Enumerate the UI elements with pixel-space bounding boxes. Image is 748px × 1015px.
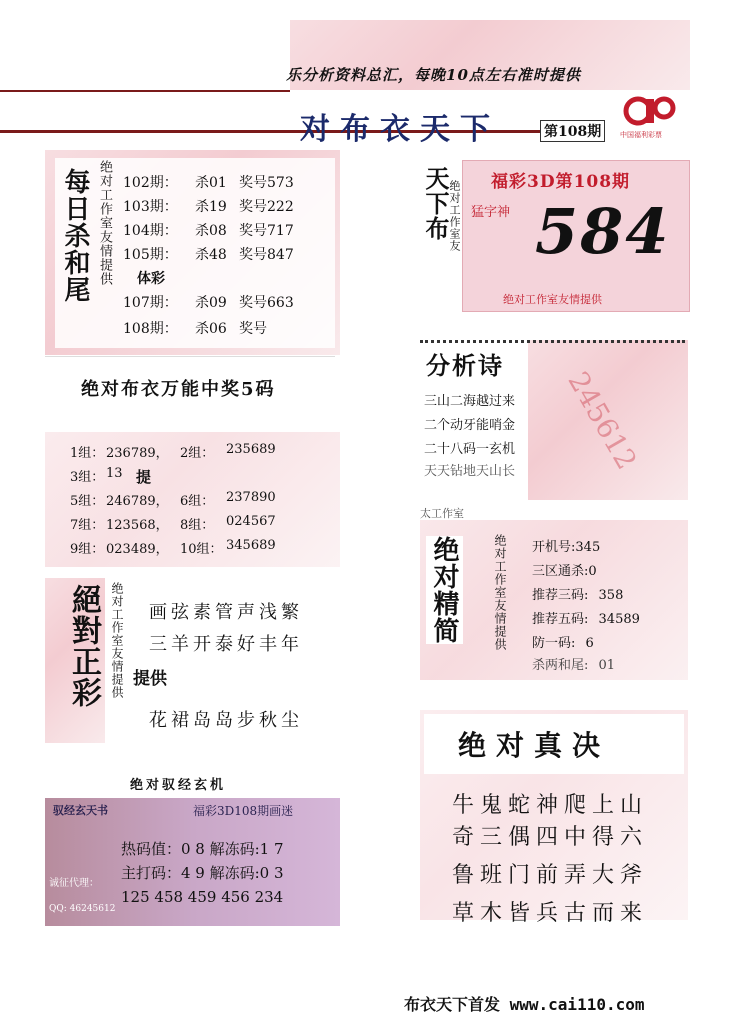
color-side-note: 绝对工作室友情提供 (110, 582, 124, 699)
formula-line: 草木皆兵古而来 (452, 901, 649, 926)
pick-panel (420, 520, 688, 680)
poem-line: 三山二海越过来 (424, 394, 516, 409)
header-tagline: 乐分析资料总汇，每晚10点左右准时提供 (286, 66, 581, 84)
lottery-card-footer: 绝对工作室友情提供 (503, 293, 602, 306)
lottery-card-number: 584 (535, 195, 671, 268)
pick-item: 杀两和尾: 01 (532, 658, 616, 673)
lottery-card-stamp: 猛字神 (471, 205, 511, 220)
pick-side-note: 绝对工作室友情提供 (493, 534, 507, 651)
formula-heading: 绝对真决 (458, 729, 611, 762)
pick-top-strip: 太工作室 (420, 507, 464, 520)
pick-item: 推荐三码: 358 (532, 588, 624, 603)
secret-combos: 125 458 459 456 234 (121, 888, 284, 906)
issue-badge: 第108期 (540, 120, 605, 142)
header-underline (0, 90, 290, 92)
logo-caption: 中国福利彩票 (620, 131, 662, 139)
formula-line: 奇三偶四中得六 (452, 825, 649, 850)
poem-divider (420, 340, 685, 343)
pick-heading: 绝对精简 (426, 536, 463, 644)
lottery-card-side (418, 160, 462, 310)
footer-link[interactable]: 布衣天下首发 www.cai110.com (404, 995, 645, 1014)
page-title: 对布衣天下 (300, 112, 500, 147)
cwl-logo (620, 96, 680, 139)
secret-main: 主打码：4 9 解冻码:0 3 (121, 864, 284, 882)
poem-line: 天天钻地天山长 (424, 464, 516, 479)
secret-banner-left: 驭经玄天书 (53, 804, 108, 817)
secret-hot: 热码值：0 8 解冻码:1 7 (121, 840, 284, 858)
groups-heading-box (45, 356, 335, 433)
pick-item: 防一码: 6 (532, 636, 594, 651)
lottery-card-side-note: 绝对工作室友 (448, 180, 461, 252)
kill-tail-side-note: 绝对工作室友情提供 (97, 160, 112, 286)
kill-tail-panel (55, 158, 335, 348)
secret-heading: 绝对驭经玄机 (130, 778, 227, 793)
kill-tail-heading: 每日杀和尾 (60, 168, 90, 303)
formula-panel (420, 710, 688, 926)
lottery-card-side-label: 天下布 (421, 166, 450, 241)
secret-qq: QQ: 46245612 (49, 904, 116, 914)
groups-table: 1组： 236789， 2组： 235689 3组： 13 提 5组： 246789， 6组： 237890 7组： 123568， 8组： 024567 9组： 023489， 10组： 345689 (70, 442, 276, 557)
secret-banner-right: 福彩3D108期画迷 (193, 804, 294, 818)
secret-agent-label: 诚征代理： (49, 878, 99, 889)
formula-line: 鲁班门前弄大斧 (452, 863, 649, 888)
groups-heading: 绝对布衣万能中奖5码 (81, 379, 276, 400)
color-heading: 絕對正彩 (66, 584, 101, 708)
color-line: 画弦素管声浅繁 (149, 602, 303, 623)
color-overlay: 提供 (133, 669, 167, 689)
secret-panel (45, 798, 340, 926)
lottery-card-title: 福彩3D第108期 (491, 172, 631, 192)
poem-watermark: 245612 (561, 366, 644, 476)
lottery-card (462, 160, 690, 312)
color-panel (45, 578, 340, 743)
color-line: 三羊开泰好丰年 (149, 634, 303, 655)
groups-overlay: 提 (136, 468, 152, 486)
pick-item: 三区通杀:0 (532, 564, 597, 579)
poem-line: 二个动牙能哨金 (424, 418, 516, 433)
formula-line: 牛鬼蛇神爬上山 (452, 793, 649, 818)
kill-tail-table: 102期： 杀01 奖号573 103期： 杀19 奖号222 104期： 杀08 奖号717 105期： 杀48 奖号847 体彩 107期： 杀09 奖号663 108期： 杀06 奖号 (123, 175, 294, 337)
pick-item: 开机号:345 (532, 540, 601, 555)
poem-panel (420, 330, 688, 500)
poem-heading: 分析诗 (426, 351, 504, 380)
color-line: 花裙岛岛步秋尘 (149, 710, 303, 731)
poem-line: 二十八码一玄机 (424, 442, 516, 457)
pick-item: 推荐五码: 34589 (532, 612, 640, 627)
